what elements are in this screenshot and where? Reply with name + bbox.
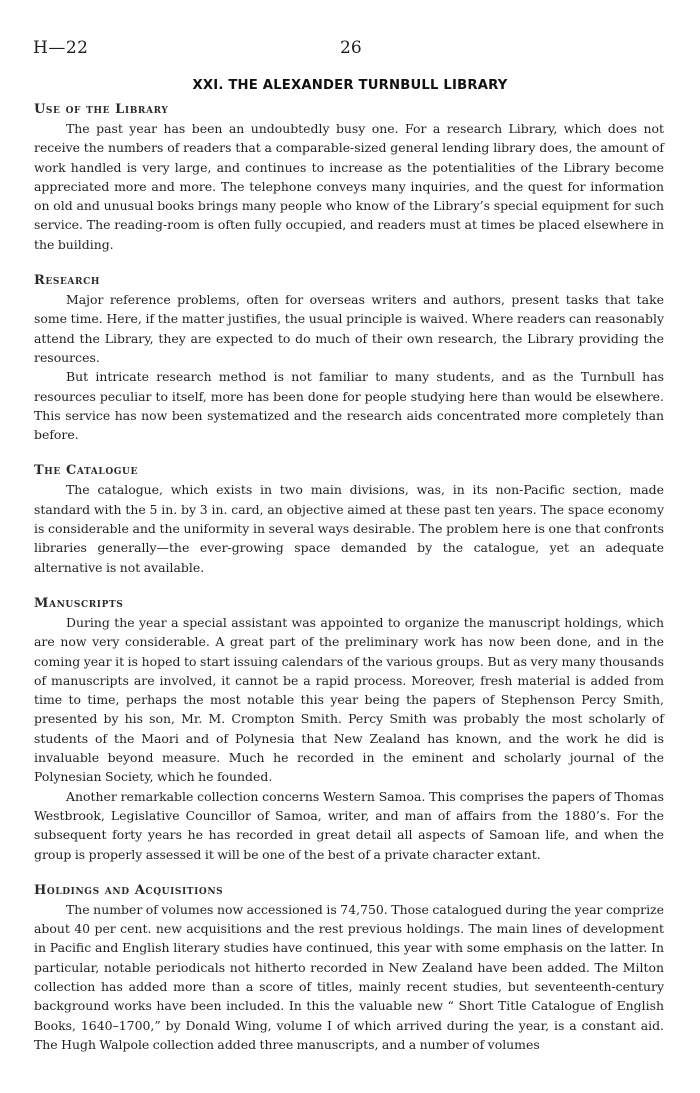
- section-heading: Use of the Library: [34, 102, 169, 117]
- section-research: [34, 272, 664, 444]
- page-number: 26: [340, 38, 362, 58]
- paragraph: Major reference problems, often for overseas writers and authors, present tasks that take some time. Here, if the matter justifies, the usual principle is waived. Where readers can reasonably attend the Library, they are expected to do much of their own research, the Library providing the resources.: [34, 292, 664, 365]
- paragraph: During the year a special assistant was appointed to organize the manuscript holdings, which are now very considerable. A great part of the preliminary work has now been done, and in the coming year it is hoped to start issuing calendars of the various groups. But as very many thousands of manuscripts are involved, it cannot be a rapid process. Moreover, fresh material is added from time to time, perhaps the most notable this year being the papers of Stephenson Percy Smith, presented by his son, Mr. M. Crompton Smith. Percy Smith was probably the most scholarly of students of the Maori and of Polynesia that New Zealand has known, and the work he did is invaluable beyond measure. Much he recorded in the eminent and scholarly journal of the Polynesian Society, which he founded.: [34, 614, 664, 785]
- section-heading: Holdings and Acquisitions: [34, 882, 224, 898]
- paragraph: The number of volumes now accessioned is 74,750. Those catalogued during the year comprize about 40 per cent. new acquisitions and the rest previous holdings. The main lines of development in Pacific and English literary studies have continued, this year with some emphasis on the latter. In particular, notable periodicals not hitherto recorded in New Zealand have been added. The Milton collection has added more than a score of titles, mainly recent studies, but seventeenth-century background works have been included. In this the valuable new “ Short Title Catalogue of English Books, 1640–1700,” by Donald Wing, volume I of which arrived during the year, is a constant aid. The Hugh Walpole collection added three manuscripts, and a number of volumes: [34, 901, 664, 1052]
- section-heading: Manuscripts: [34, 595, 124, 611]
- paragraph: But intricate research method is not familiar to many students, and as the Turnbull has resources peculiar to itself, more has been done for people studying here than would be elsewhere. This service has now been systematized and the research aids concentrated more completely than before.: [34, 369, 664, 443]
- section-manuscripts: [34, 595, 664, 864]
- section-heading: Research: [34, 273, 100, 289]
- paragraph: The catalogue, which exists in two main divisions, was, in its non-Pacific section, made standard with the 5 in. by 3 in. card, an objective aimed at these past ten years. The space economy is considerable and the uniformity in several ways desirable. The problem here is one that confronts libraries generally—the ever-growing space demanded by the catalogue, yet an adequate alternative is not available.: [34, 482, 664, 575]
- paragraph: The past year has been an undoubtedly busy one. For a research Library, which does not receive the numbers of readers that a comparable-sized general lending library does, the amount of work handled is very large, and continues to increase as the potentialities of the Library become appreciated more and more. The telephone conveys many inquiries, and the quest for information on old and unusual books brings many people who know of the Library’s special equipment for such service. The reading-room is often fully occupied, and readers must at times be placed elsewhere in the building.: [34, 121, 664, 252]
- paragraph: Another remarkable collection concerns Western Samoa. This comprises the papers of Thomas Westbrook, Legislative Councillor of Samoa, writer, and man of affairs from the 1880’s. For the subsequent forty years he has recorded in great detail all aspects of Samoan life, and when the group is properly assessed it will be one of the best of a private character extant.: [34, 788, 664, 862]
- section-heading: The Catalogue: [34, 463, 138, 479]
- page-title: XXI. THE ALEXANDER TURNBULL LIBRARY: [192, 78, 508, 93]
- section-use-of-library: [34, 101, 664, 254]
- section-catalogue: [34, 462, 664, 576]
- section-holdings-acquisitions: [34, 882, 664, 1054]
- document-reference: H—22: [33, 38, 89, 58]
- document-body: [34, 101, 664, 1054]
